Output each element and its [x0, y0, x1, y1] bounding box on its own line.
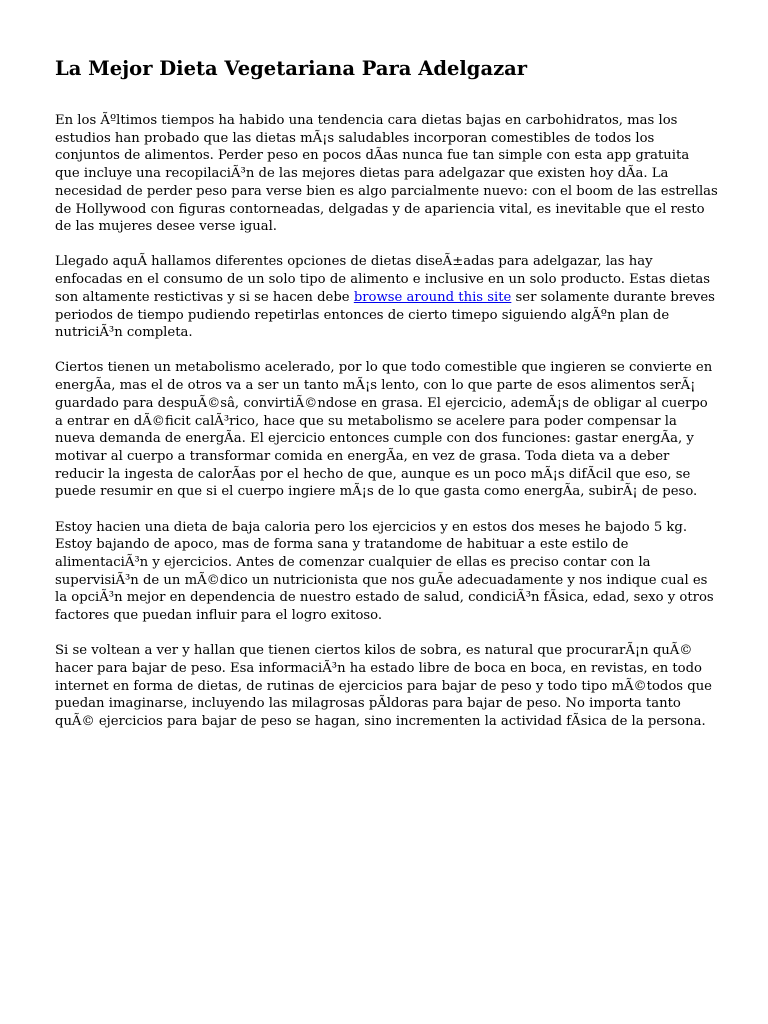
paragraph-3: Ciertos tienen un metabolismo acelerado, por lo que todo comestible que ingieren se convierte en energÃa, mas el de otros va a ser un tanto mÃ¡s lento, con lo que parte de esos alimentos serÃ¡ guardado para despuÃ©sâ, convirtiÃ©ndose en grasa. El ejercicio, ademÃ¡s de obligar al cuerpo a entrar en dÃ©ficit calÃ³rico, hace que su metabolismo se acelere para poder compensar la nueva demanda de energÃa. El ejercicio entonces cumple con dos funciones: gastar energÃa, y motivar al cuerpo a transformar comida en energÃa, en vez de grasa. Toda dieta va a deber reducir la ingesta de calorÃas por el hecho de que, aunque es un poco mÃ¡s difÃcil que eso, se puede resumir en que si el cuerpo ingiere mÃ¡s de lo que gasta como energÃa, subirÃ¡ de peso.: [55, 360, 713, 500]
paragraph-2: [55, 253, 718, 342]
paragraph-2-text-before: Llegado aquÃ hallamos diferentes opciones de dietas diseÃ±adas para adelgazar, las hay enfocadas en el consumo de un solo tipo de alimento e inclusive en un solo producto. Estas dietas son altamente restictivas y si se hacen debe: [55, 254, 711, 305]
paragraph-5: Si se voltean a ver y hallan que tienen ciertos kilos de sobra, es natural que procurarÃ¡n quÃ© hacer para bajar de peso. Esa informaciÃ³n ha estado libre de boca en boca, en revistas, en todo internet en forma de dietas, de rutinas de ejercicios para bajar de peso y todo tipo mÃ©todos que puedan imaginarse, incluyendo las milagrosas pÃldoras para bajar de peso. No importa tanto quÃ© ejercicios para bajar de peso se hagan, sino incrementen la actividad fÃsica de la persona.: [55, 643, 712, 730]
paragraph-1: En los Ãºltimos tiempos ha habido una tendencia cara dietas bajas en carbohidratos, mas los estudios han probado que las dietas mÃ¡s saludables incorporan comestibles de todos los conjuntos de alimentos. Perder peso en pocos dÃas nunca fue tan simple con esta app gratuita que incluye una recopilaciÃ³n de las mejores dietas para adelgazar que existen hoy dÃa. La necesidad de perder peso para verse bien es algo parcialmente nuevo: con el boom de las estrellas de Hollywood con figuras contorneadas, delgadas y de apariencia vital, es inevitable que el resto de las mujeres desee verse igual.: [55, 113, 718, 235]
page-title: La Mejor Dieta Vegetariana Para Adelgazar: [55, 57, 528, 80]
document-page: [55, 52, 718, 748]
paragraph-2-text-after: ser solamente durante breves periodos de tiempo pudiendo repetirlas entonces de cierto timepo siguiendo algÃºn plan de nutriciÃ³n completa.: [55, 289, 715, 341]
browse-around-link[interactable]: browse around this site: [353, 289, 512, 305]
title-spacer: [55, 86, 718, 112]
paragraph-4: Estoy hacien una dieta de baja caloria pero los ejercicios y en estos dos meses he bajodo 5 kg. Estoy bajando de apoco, mas de forma sana y tratandome de habituar a este estilo de alimentaciÃ³n y ejercicios. Antes de comenzar cualquier de ellas es preciso contar con la supervisiÃ³n de un mÃ©dico un nutricionista que nos guÃe adecuadamente y nos indique cual es la opciÃ³n mejor en dependencia de nuestro estado de salud, condiciÃ³n fÃsica, edad, sexo y otros factores que puedan influir para el logro exitoso.: [55, 519, 714, 624]
